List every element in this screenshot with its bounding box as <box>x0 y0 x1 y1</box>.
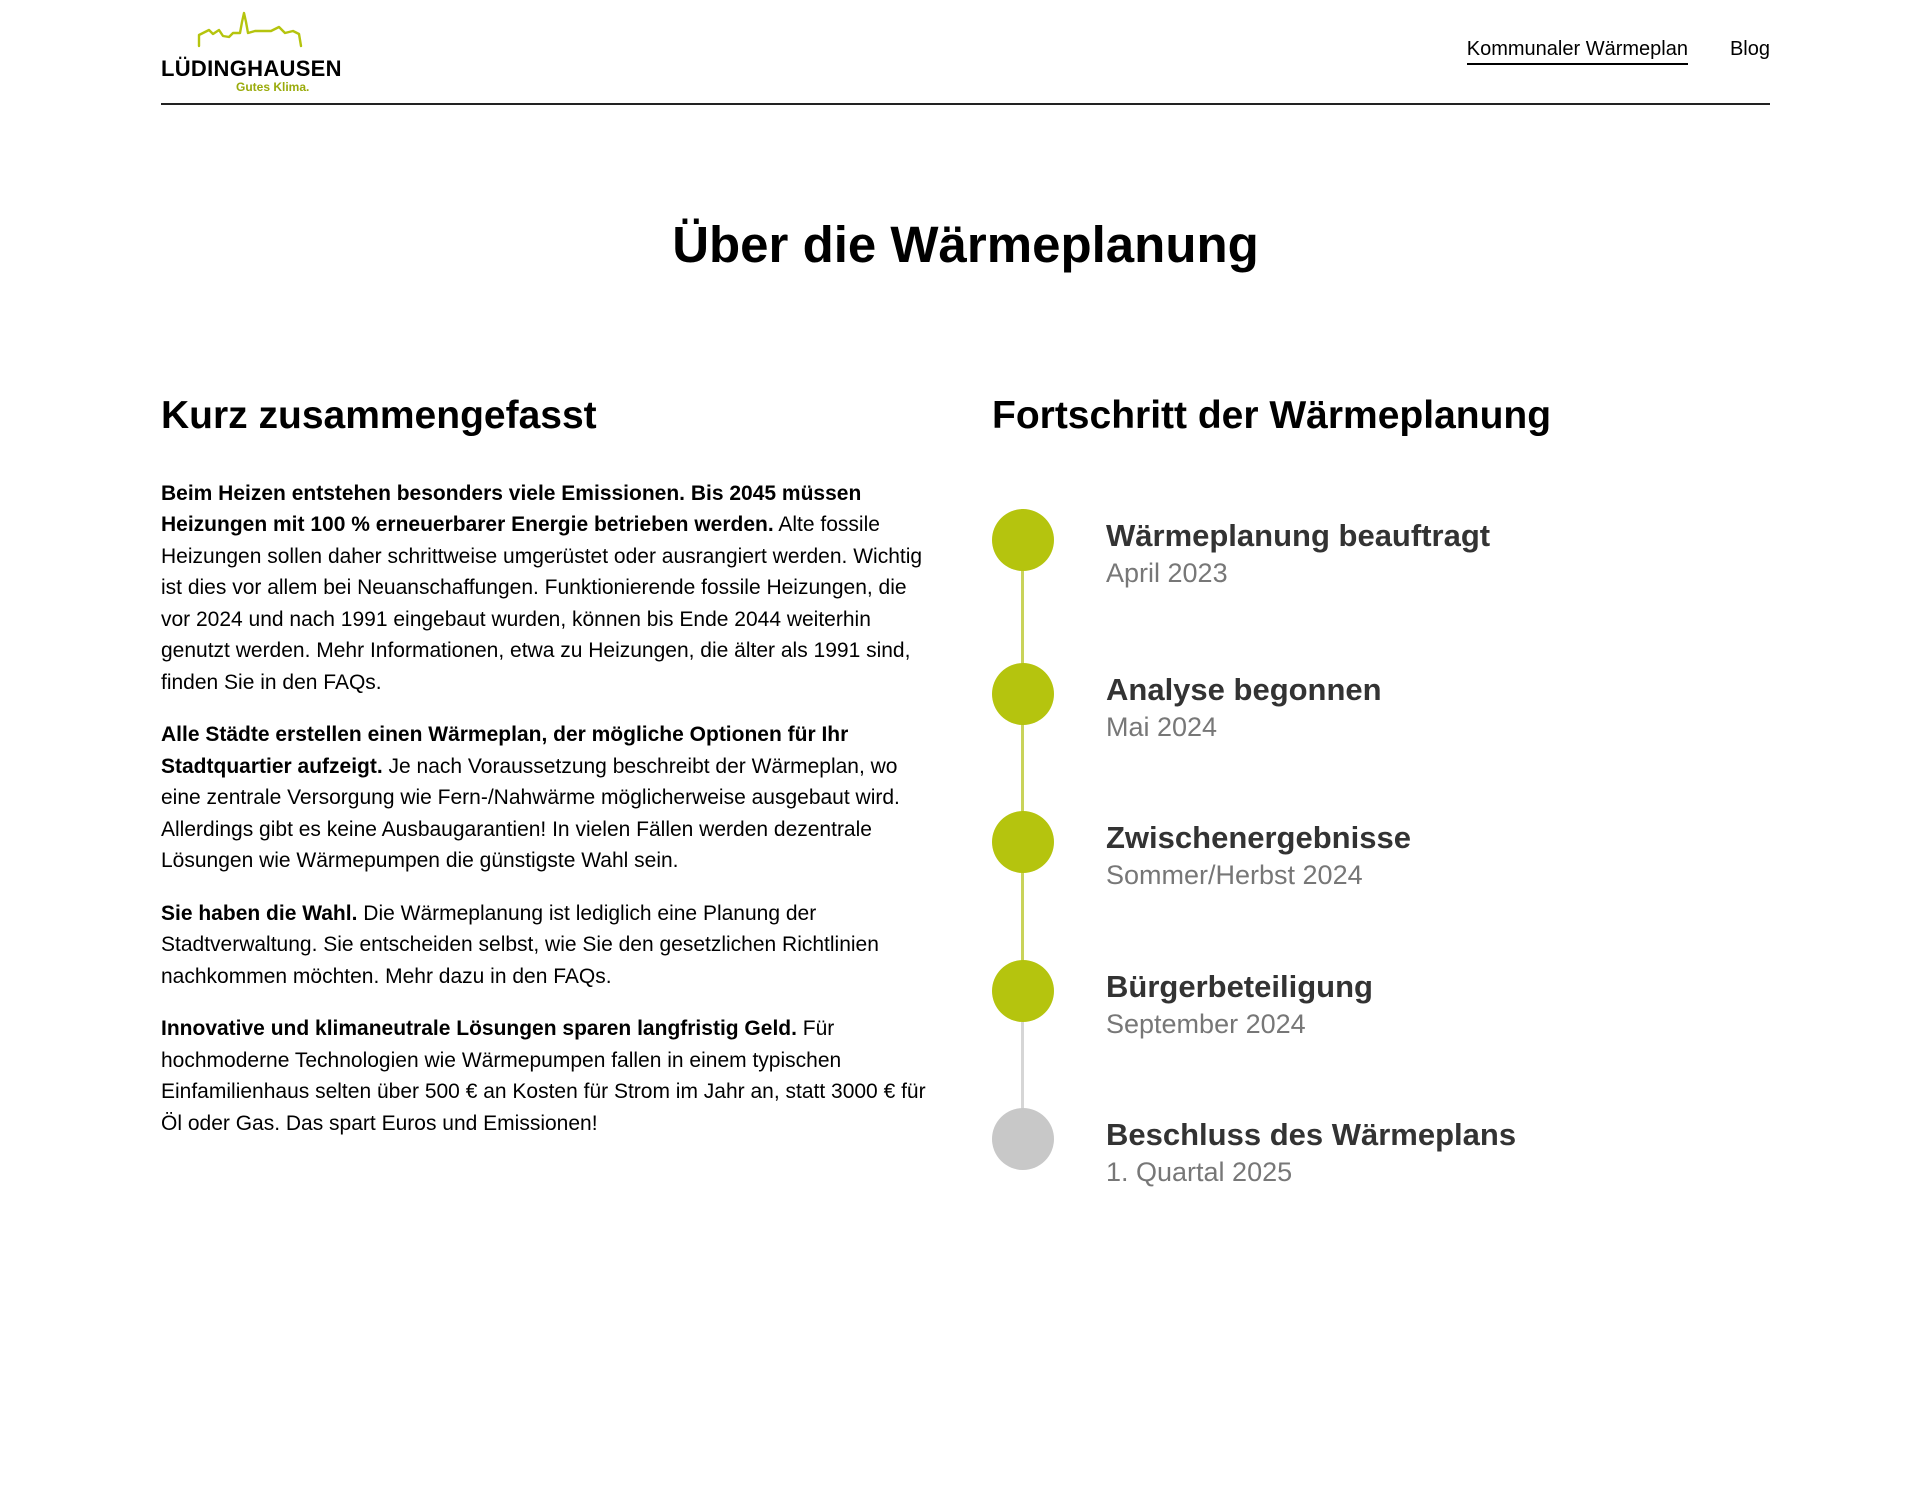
summary-paragraph-lead: Sie haben die Wahl. <box>161 901 358 925</box>
summary-paragraph <box>161 1013 941 1139</box>
site-header <box>161 0 1770 105</box>
summary-paragraph-text: Die Wärmeplanung ist lediglich eine Planung der Stadtverwaltung. Sie entscheiden selbst, wie Sie den gesetzlichen Richtlinien nachkommen möchten. Mehr dazu in den FAQs. <box>161 901 879 988</box>
step-date: Sommer/Herbst 2024 <box>1106 859 1363 890</box>
progress-timeline <box>992 478 1770 1278</box>
nav-link-blog[interactable]: Blog <box>1729 38 1770 60</box>
step-date: 1. Quartal 2025 <box>1106 1156 1293 1187</box>
step-status-dot <box>992 960 1054 1022</box>
step-date: Mai 2024 <box>1106 711 1218 742</box>
step-status-dot <box>992 663 1054 725</box>
step-title: Zwischenergebnisse <box>1106 819 1411 855</box>
summary-section <box>161 395 941 1160</box>
timeline-step <box>992 811 1692 890</box>
step-title: Bürgerbeteiligung <box>1106 968 1373 1004</box>
step-title: Wärmeplanung beauftragt <box>1106 517 1491 553</box>
timeline-step <box>992 663 1692 742</box>
site-logo[interactable] <box>161 10 341 95</box>
page-title: Über die Wärmeplanung <box>672 216 1259 273</box>
timeline-step <box>992 960 1692 1039</box>
summary-paragraph <box>161 719 941 877</box>
step-date: September 2024 <box>1106 1008 1306 1039</box>
summary-paragraph <box>161 478 941 699</box>
summary-paragraph-text: Für hochmoderne Technologien wie Wärmepumpen fallen in einem typischen Einfamilienhaus selten über 500 € an Kosten für Strom im Jahr an, statt 3000 € für Öl oder Gas. Das spart Euros und Emissionen! <box>161 1017 926 1135</box>
summary-paragraph-text: Je nach Voraussetzung beschreibt der Wärmeplan, wo eine zentrale Versorgung wie Fern-/Nahwärme möglicherweise ausgebaut wird. Allerdings gibt es keine Ausbaugarantien! In vielen Fällen werden dezentrale Lösungen wie Wärmepumpen die günstigste Wahl sein. <box>161 754 900 873</box>
step-title: Analyse begonnen <box>1106 671 1382 707</box>
step-status-dot <box>992 811 1054 873</box>
summary-paragraph-lead: Innovative und klimaneutrale Lösungen sparen langfristig Geld. <box>161 1017 797 1041</box>
step-title: Beschluss des Wärmeplans <box>1106 1116 1517 1152</box>
summary-paragraph <box>161 898 941 993</box>
logo-tagline: Gutes Klima. <box>236 80 310 94</box>
summary-paragraph-lead: Beim Heizen entstehen besonders viele Emissionen. Bis 2045 müssen Heizungen mit 100 % erneuerbarer Energie betrieben werden. <box>161 481 862 537</box>
summary-paragraph-lead: Alle Städte erstellen einen Wärmeplan, der mögliche Optionen für Ihr Stadtquartier aufzeigt. <box>161 723 849 778</box>
summary-paragraph-text: Alte fossile Heizungen sollen daher schrittweise umgerüstet oder ausrangiert werden. Wichtig ist dies vor allem bei Neuanschaffungen. Funktionierende fossile Heizungen, die vor 2024 und nach 1991 eingebaut wurden, können bis Ende 2044 weiterhin genutzt werden. Mehr Informationen, etwa zu Heizungen, die älter als 1991 sind, finden Sie in den FAQs. <box>161 513 923 694</box>
progress-heading: Fortschritt der Wärmeplanung <box>992 394 1552 437</box>
step-date: April 2023 <box>1106 557 1228 588</box>
timeline-step <box>992 1108 1692 1187</box>
logo-name: LÜDINGHAUSEN <box>161 56 342 81</box>
summary-heading: Kurz zusammengefasst <box>161 394 597 437</box>
step-status-dot <box>992 1108 1054 1170</box>
progress-section <box>992 395 1770 1278</box>
timeline-line-done <box>1021 509 1024 967</box>
timeline-step <box>992 509 1692 588</box>
skyline-logo-icon <box>161 10 341 60</box>
nav-link-kommunaler-waermeplan[interactable]: Kommunaler Wärmeplan <box>1467 38 1688 65</box>
page-container <box>161 0 1770 1187</box>
step-status-dot <box>992 509 1054 571</box>
main-nav <box>1467 38 1770 65</box>
